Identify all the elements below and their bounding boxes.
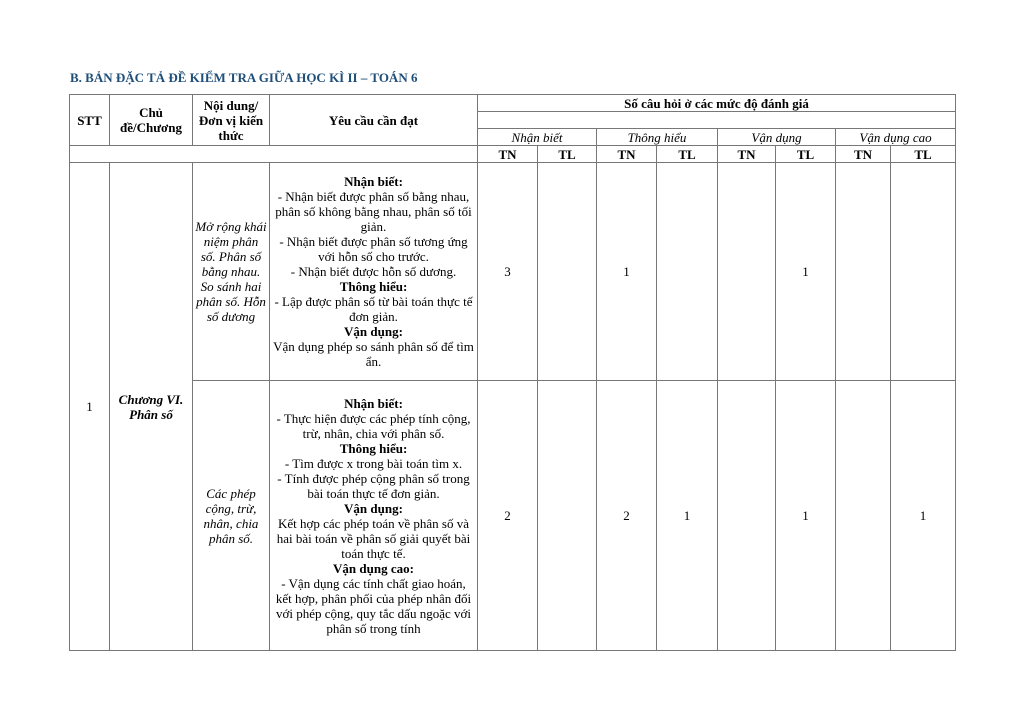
header-level-group: Số câu hỏi ở các mức độ đánh giá — [478, 95, 956, 112]
sub-tl: TL — [776, 146, 836, 163]
sub-tn: TN — [718, 146, 776, 163]
count-cell: 1 — [891, 381, 956, 651]
requirement-cell — [270, 381, 478, 651]
sub-tn: TN — [478, 146, 538, 163]
requirement-level: Vận dụng: — [344, 324, 403, 339]
requirement-text: - Nhận biết được phân số tương ứng với hỗn số cho trước. — [279, 234, 468, 264]
header-chapter: Chủ đề/Chương — [110, 95, 193, 146]
count-cell: 1 — [597, 163, 657, 381]
requirement-text: - Vận dụng các tính chất giao hoán, kết hợp, phân phối của phép nhân đối với phép cộng, quy tắc dấu ngoặc với phân số trong tính — [275, 575, 472, 636]
row-chapter: Chương VI. Phân số — [110, 163, 193, 651]
count-cell — [538, 381, 597, 651]
count-cell — [538, 163, 597, 381]
sub-tn: TN — [836, 146, 891, 163]
count-cell: 1 — [776, 381, 836, 651]
level-thong-hieu: Thông hiểu — [597, 129, 718, 146]
requirement-level: Thông hiểu: — [339, 440, 408, 456]
count-cell — [718, 381, 776, 651]
unit-name: Mở rộng khái niệm phân số. Phân số bằng nhau. So sánh hai phân số. Hỗn số dương — [193, 163, 270, 381]
specification-table — [69, 94, 956, 651]
sub-tl: TL — [657, 146, 718, 163]
requirement-text: Vận dụng phép so sánh phân số để tìm ẩn. — [273, 339, 474, 369]
level-van-dung-cao: Vận dụng cao — [836, 129, 956, 146]
requirement-text: Kết hợp các phép toán về phân số và hai bài toán về phân số giải quyết bài toán thực tế. — [276, 515, 471, 561]
count-cell — [836, 381, 891, 651]
requirement-level: Vận dụng: — [344, 500, 403, 516]
count-cell — [657, 163, 718, 381]
header-requirement: Yêu cầu cần đạt — [270, 95, 478, 146]
requirement-text: - Lập được phân số từ bài toán thực tế đơn giản. — [274, 294, 473, 324]
level-nhan-biet: Nhận biết — [478, 129, 597, 146]
requirement-level: Nhận biết: — [344, 174, 403, 189]
count-cell: 1 — [657, 381, 718, 651]
count-cell — [836, 163, 891, 381]
requirement-text: - Tìm được x trong bài toán tìm x. — [284, 455, 463, 471]
page-title: B. BẢN ĐẶC TẢ ĐỀ KIỂM TRA GIỮA HỌC KÌ II – TOÁN 6 — [70, 70, 418, 85]
requirement-cell — [270, 163, 478, 381]
count-cell: 1 — [776, 163, 836, 381]
count-cell: 3 — [478, 163, 538, 381]
row-stt: 1 — [70, 163, 110, 651]
requirement-text: - Nhận biết được hỗn số dương. — [290, 264, 457, 279]
sub-tn: TN — [597, 146, 657, 163]
sub-tl: TL — [891, 146, 956, 163]
header-spacer — [478, 112, 956, 129]
requirement-level: Nhận biết: — [344, 395, 403, 411]
header-blank — [70, 146, 478, 163]
count-cell — [718, 163, 776, 381]
requirement-text: - Tính được phép cộng phân số trong bài toán thực tế đơn giản. — [277, 470, 470, 501]
unit-name: Các phép cộng, trừ, nhân, chia phân số. — [193, 381, 270, 651]
requirement-text: - Nhận biết được phân số bằng nhau, phân số không bằng nhau, phân số tối giản. — [275, 189, 472, 234]
requirement-level: Thông hiểu: — [339, 279, 408, 294]
count-cell — [891, 163, 956, 381]
header-stt: STT — [70, 95, 110, 146]
requirement-text: - Thực hiện được các phép tính cộng, trừ, nhân, chia với phân số. — [276, 410, 471, 441]
table-row — [70, 163, 956, 381]
table-row — [70, 381, 956, 651]
requirement-level: Vận dụng cao: — [333, 560, 414, 576]
sub-tl: TL — [538, 146, 597, 163]
count-cell: 2 — [597, 381, 657, 651]
count-cell: 2 — [478, 381, 538, 651]
header-content: Nội dung/ Đơn vị kiến thức — [193, 95, 270, 146]
level-van-dung: Vận dụng — [718, 129, 836, 146]
